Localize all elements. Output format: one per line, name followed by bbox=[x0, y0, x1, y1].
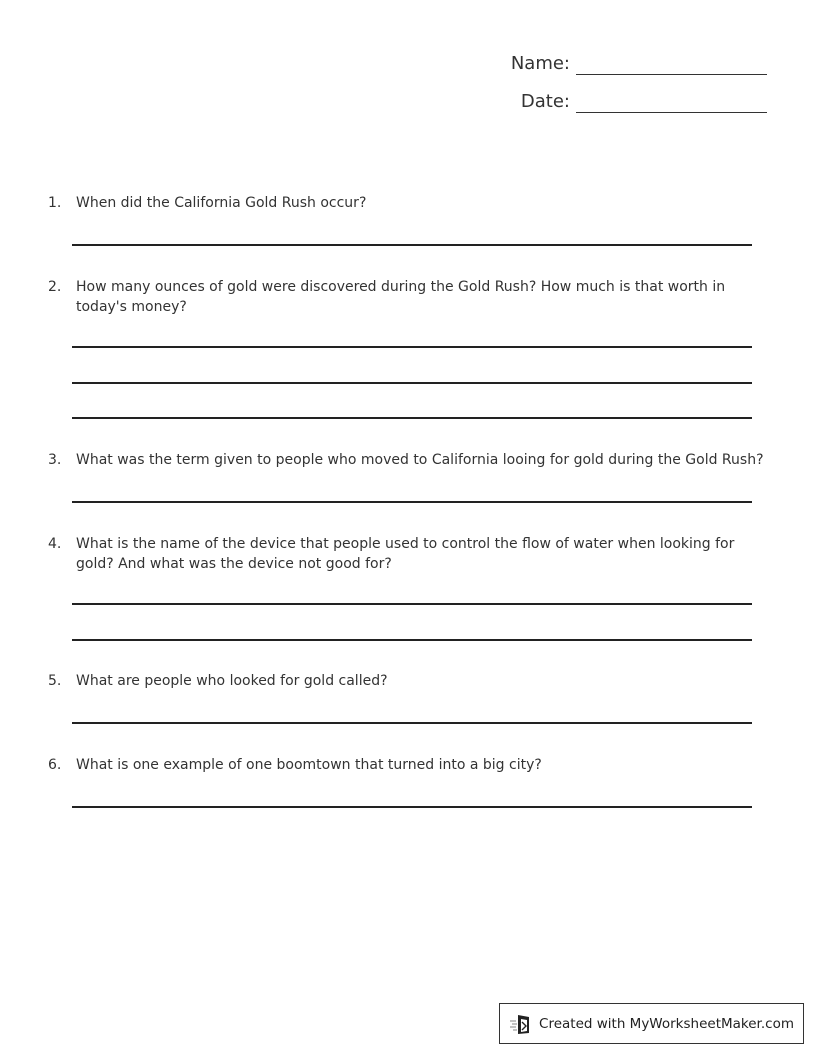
question-text: What is one example of one boomtown that turned into a big city? bbox=[76, 757, 542, 773]
question-text: When did the California Gold Rush occur? bbox=[76, 195, 367, 211]
date-input-line[interactable] bbox=[576, 90, 767, 113]
answer-line[interactable] bbox=[72, 806, 752, 808]
question-number: 6. bbox=[48, 757, 62, 773]
name-input-line[interactable] bbox=[576, 52, 767, 75]
answer-line[interactable] bbox=[72, 244, 752, 246]
name-field bbox=[500, 52, 767, 75]
question-number: 5. bbox=[48, 673, 62, 689]
question-text: What are people who looked for gold called? bbox=[76, 673, 388, 689]
answer-line[interactable] bbox=[72, 501, 752, 503]
answer-line[interactable] bbox=[72, 639, 752, 641]
answer-line[interactable] bbox=[72, 382, 752, 384]
answer-line[interactable] bbox=[72, 603, 752, 605]
footer-text: Created with MyWorksheetMaker.com bbox=[539, 1015, 794, 1032]
answer-line[interactable] bbox=[72, 417, 752, 419]
question-number: 1. bbox=[48, 195, 62, 211]
question-number: 4. bbox=[48, 536, 62, 552]
date-label: Date: bbox=[520, 91, 570, 112]
question-number: 2. bbox=[48, 279, 62, 295]
question-text: What was the term given to people who moved to California looing for gold during the Gold Rush? bbox=[76, 452, 764, 468]
date-field bbox=[500, 90, 767, 113]
name-label: Name: bbox=[510, 53, 570, 74]
answer-line[interactable] bbox=[72, 722, 752, 724]
worksheet-maker-logo-icon bbox=[509, 1013, 533, 1035]
answer-line[interactable] bbox=[72, 346, 752, 348]
question-number: 3. bbox=[48, 452, 62, 468]
question-text: What is the name of the device that people used to control the flow of water when looking for gold? And what was the device not good for? bbox=[76, 536, 735, 572]
created-with-badge[interactable] bbox=[499, 1003, 804, 1044]
question-text: How many ounces of gold were discovered during the Gold Rush? How much is that worth in today's money? bbox=[76, 279, 726, 315]
